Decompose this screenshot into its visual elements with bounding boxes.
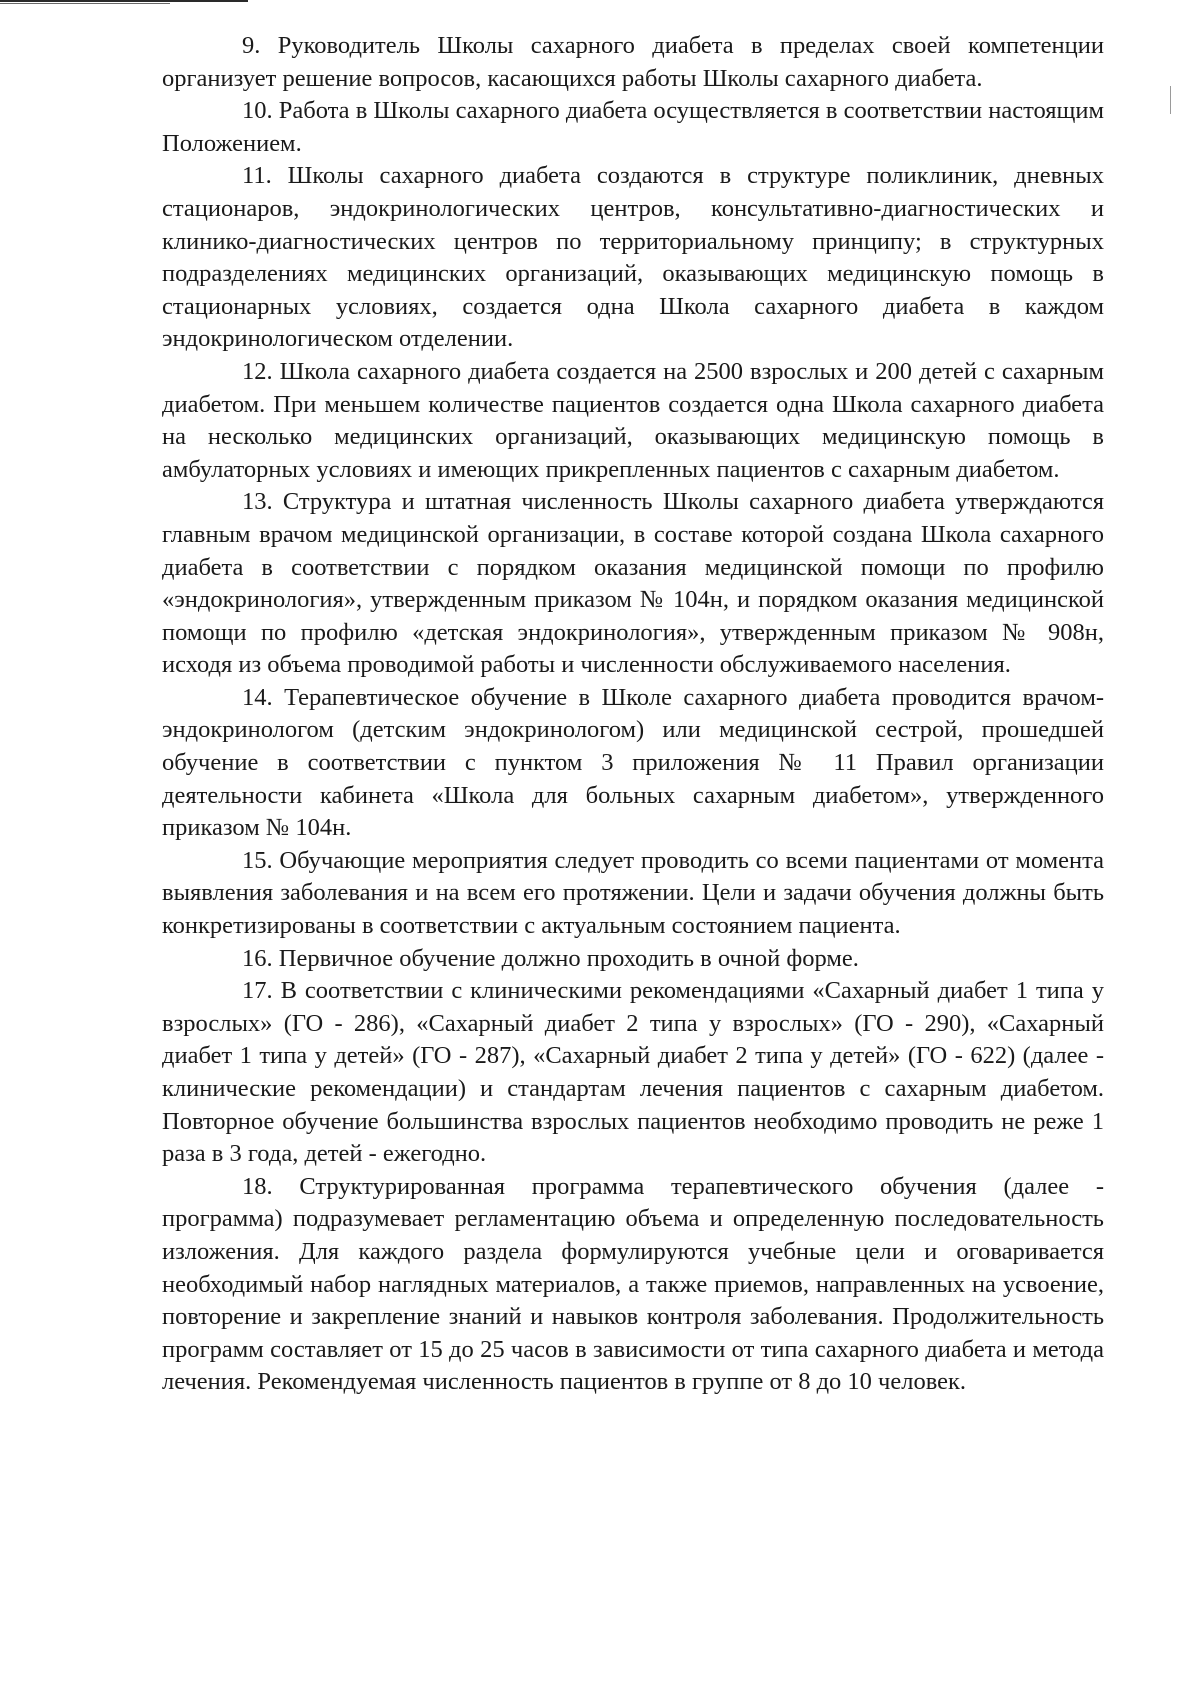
page-edge-mark <box>1170 86 1171 114</box>
paragraph-17: 17. В соответствии с клиническими рекомендациями «Сахарный диабет 1 типа у взрослых» (ГО - 286), «Сахарный диабет 2 типа у взрослых» (ГО - 290), «Сахарный диабет 1 типа у детей» (ГО - 287), «Сахарный диабет 2 типа у детей» (ГО - 622) (далее - клинические рекомендации) и стандартам лечения пациентов с сахарным диабетом. Повторное обучение большинства взрослых пациентов необходимо проводить не реже 1 раза в 3 года, детей - ежегодно. <box>162 977 1104 1168</box>
paragraph-11: 11. Школы сахарного диабета создаются в структуре поликлиник, дневных стационаров, эндокринологических центров, консультативно-диагностических и клинико-диагностических центров по территориальному принципу; в структурных подразделениях медицинских организаций, оказывающих медицинскую помощь в стационарных условиях, создается одна Школа сахарного диабета в каждом эндокринологическом отделении. <box>162 162 1104 353</box>
paragraph-16: 16. Первичное обучение должно проходить в очной форме. <box>242 944 859 972</box>
paragraph-18: 18. Структурированная программа терапевтического обучения (далее - программа) подразумевает регламентацию объема и определенную последовательность изложения. Для каждого раздела формулируются учебные цели и оговаривается необходимый набор наглядных материалов, а также приемов, направленных на усвоение, повторение и закрепление знаний и навыков контроля заболевания. Продолжительность программ составляет от 15 до 25 часов в зависимости от типа сахарного диабета и метода лечения. Рекомендуемая численность пациентов в группе от 8 до 10 человек. <box>162 1172 1104 1396</box>
paragraph-10: 10. Работа в Школы сахарного диабета осуществляется в соответствии настоящим Положением. <box>162 97 1104 157</box>
document-body <box>162 30 1104 1399</box>
paragraph-14: 14. Терапевтическое обучение в Школе сахарного диабета проводится врачом-эндокринологом (детским эндокринологом) или медицинской сестрой, прошедшей обучение в соответствии с пунктом 3 приложения № 11 Правил организации деятельности кабинета «Школа для больных сахарным диабетом», утвержденного приказом № 104н. <box>162 683 1104 842</box>
paragraph-12: 12. Школа сахарного диабета создается на 2500 взрослых и 200 детей с сахарным диабетом. При меньшем количестве пациентов создается одна Школа сахарного диабета на несколько медицинских организаций, оказывающих медицинскую помощь в амбулаторных условиях и имеющих прикрепленных пациентов с сахарным диабетом. <box>162 357 1104 483</box>
scan-edge-mark <box>0 0 248 2</box>
paragraph-15: 15. Обучающие мероприятия следует проводить со всеми пациентами от момента выявления заболевания и на всем его протяжении. Цели и задачи обучения должны быть конкретизированы в соответствии с актуальным состоянием пациента. <box>162 846 1104 940</box>
paragraph-9: 9. Руководитель Школы сахарного диабета в пределах своей компетенции организует решение вопросов, касающихся работы Школы сахарного диабета. <box>162 32 1104 92</box>
scan-edge-mark-secondary <box>0 3 170 4</box>
paragraph-13: 13. Структура и штатная численность Школы сахарного диабета утверждаются главным врачом медицинской организации, в составе которой создана Школа сахарного диабета в соответствии с порядком оказания медицинской помощи по профилю «эндокринология», утвержденным приказом № 104н, и порядком оказания медицинской помощи по профилю «детская эндокринология», утвержденным приказом № 908н, исходя из объема проводимой работы и численности обслуживаемого населения. <box>162 488 1104 679</box>
